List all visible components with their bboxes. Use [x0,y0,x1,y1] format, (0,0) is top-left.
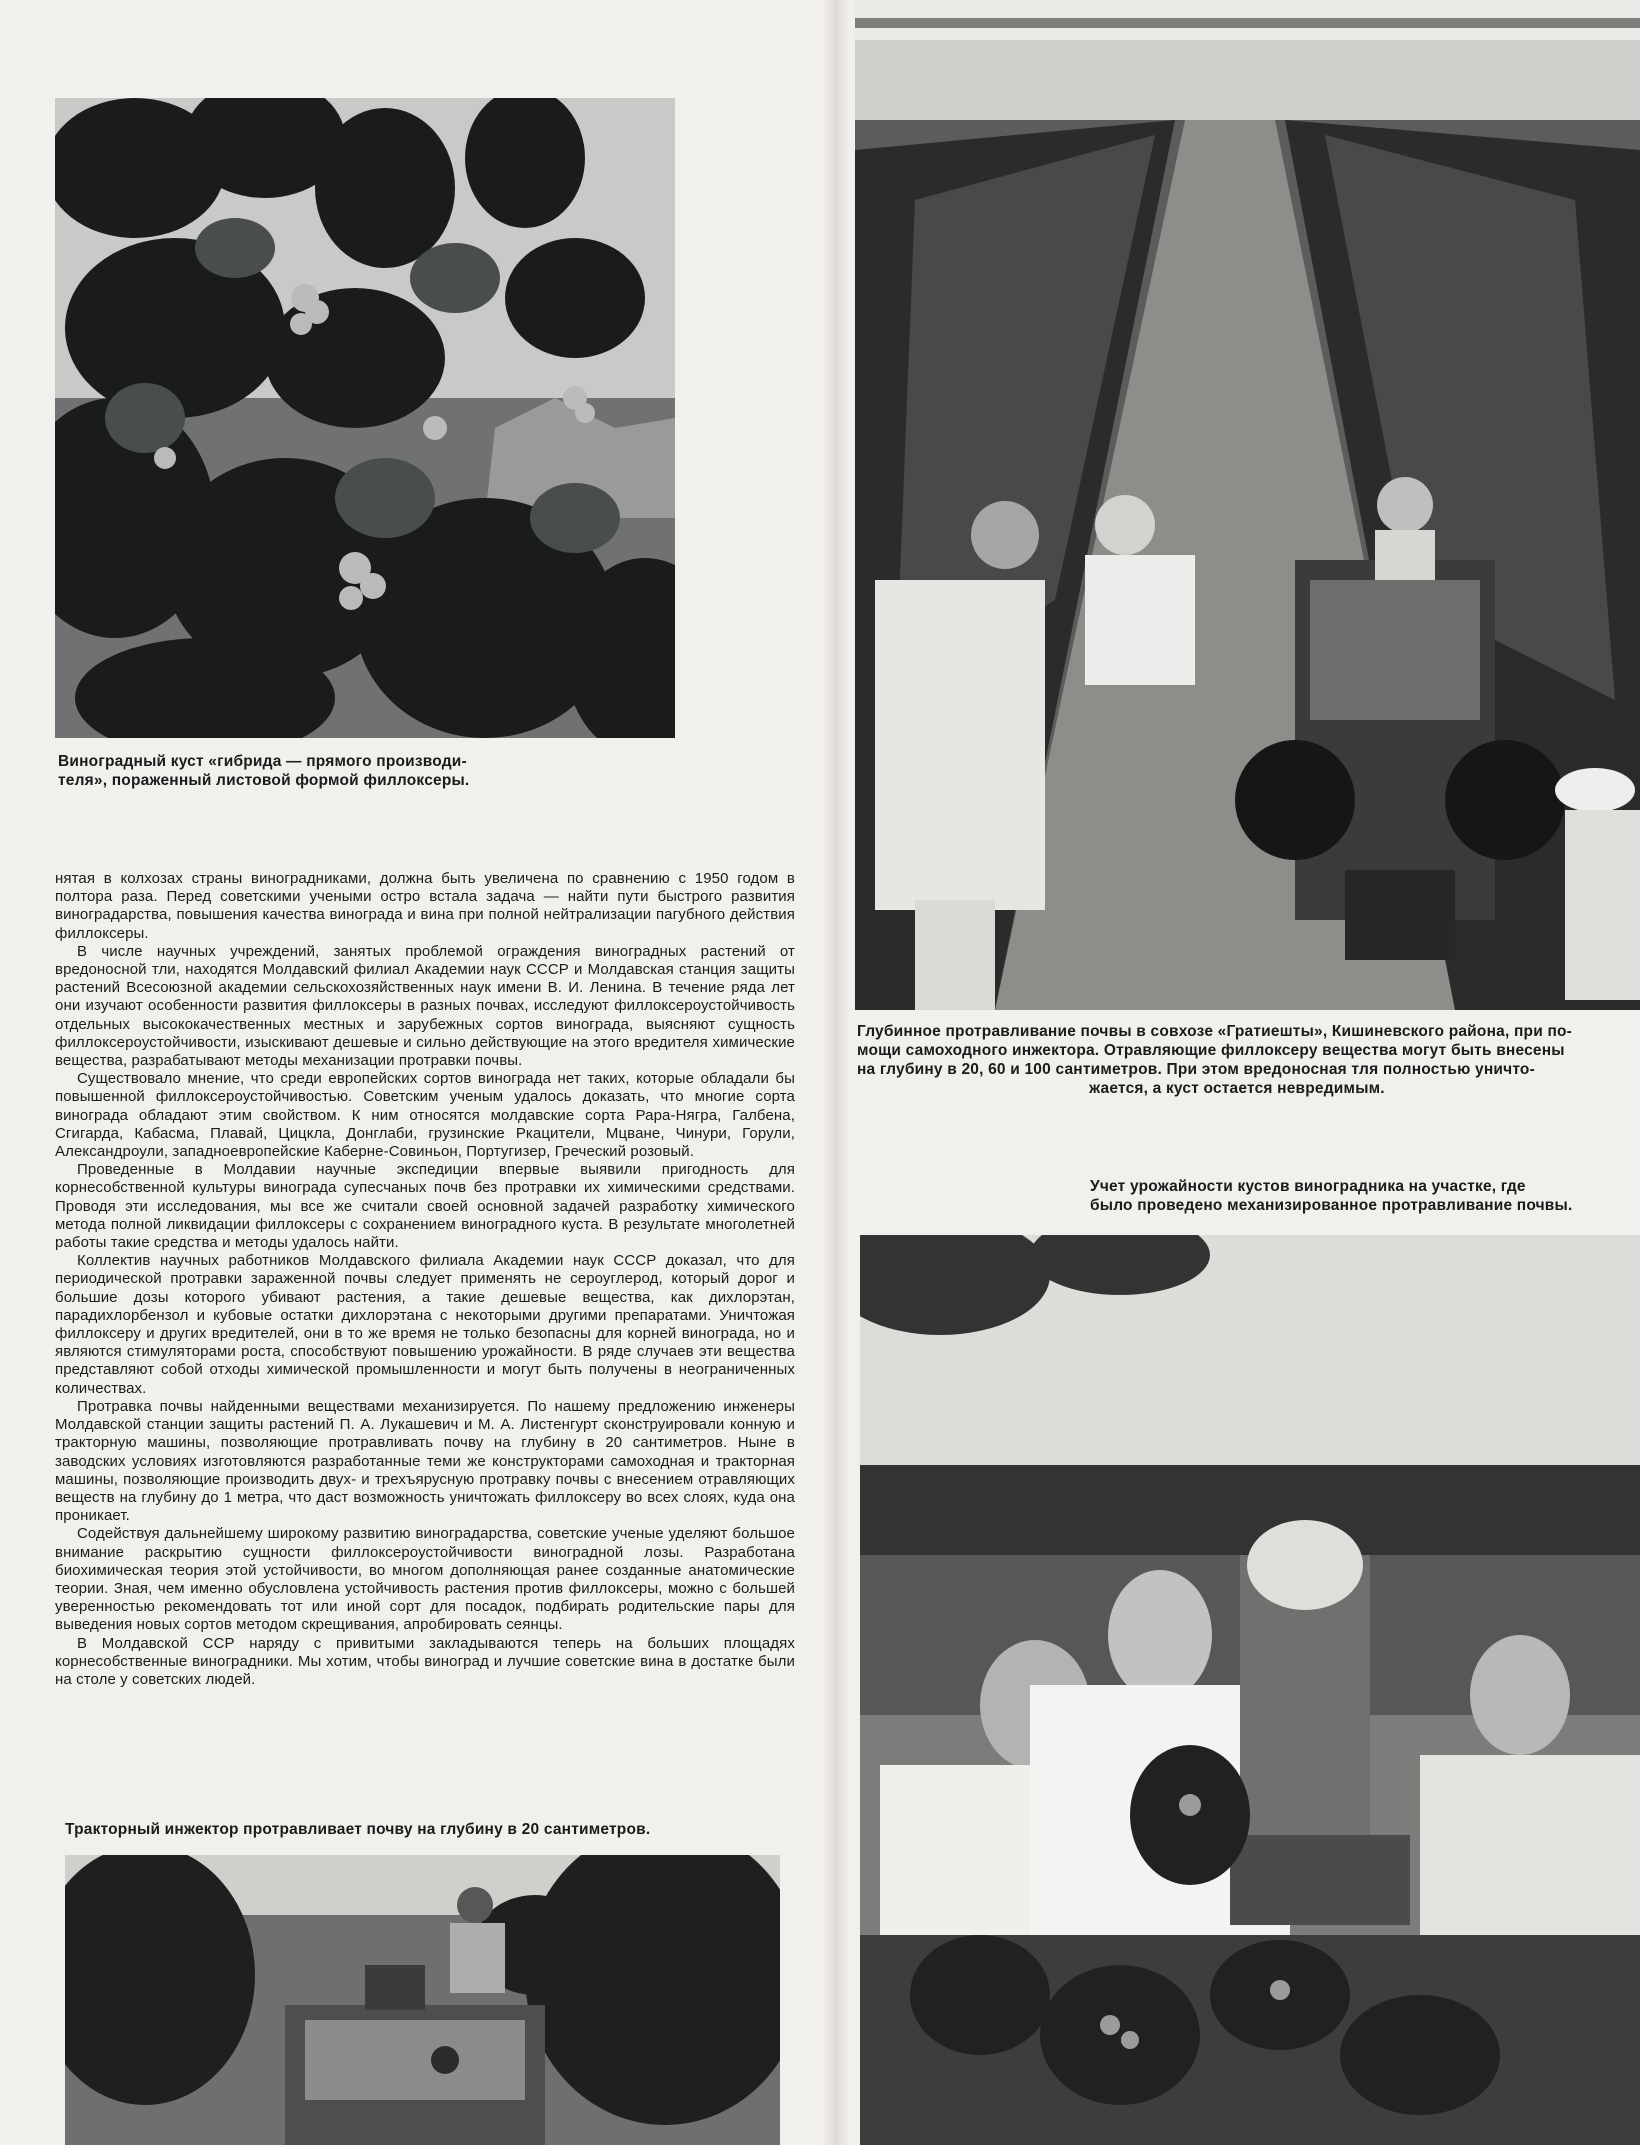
article-paragraph: Проведенные в Молдавии научные экспедиции впервые выявили пригодность для корнесобственной культуры винограда супесчаных почв без протравки их химическими средствами. Проводя эти исследования, мы все же считали своей основной задачей разработку химического метода полной ликвидации филлоксеры с сохранением виноградного куста. В результате многолетней работы такие средства и методы удалось найти. [55,1161,795,1252]
caption-line: было проведено механизированное протравливание почвы. [1090,1197,1573,1214]
article-paragraph: Коллектив научных работников Молдавского филиала Академии наук СССР доказал, что для периодической протравки зараженной почвы следует применять не сероуглерод, который дорог и большие дозы которого убивают растения, а такие дешевые вещества, как дихлорэтан, парадихлорбензол и кубовые остатки дихлорэтана с некоторыми другими препаратами. Уничтожая филлоксеру и других вредителей, они в то же время не только безопасны для корней винограда, но и являются стимуляторами роста, способствуют повышению урожайности. В ряде случаев эти вещества представляют собой отходы химической промышленности и могут быть получены в неограниченных количествах. [55,1252,795,1397]
caption-line: мощи самоходного инжектора. Отравляющие филлоксеру вещества могут быть внесены [857,1042,1565,1059]
tractor-caption [65,1820,805,1839]
article-paragraph: В числе научных учреждений, занятых проблемой ограждения виноградных растений от вредоносной тли, находятся Молдавский филиал Академии наук СССР и Молдавская станция защиты растений Всесоюзной академии сельскохозяйственных наук имени В. И. Ленина. В течение ряда лет они изучают особенности развития филлоксеры в разных почвах, исследуют филлоксероустойчивость отдельных высококачественных местных и зарубежных сортов винограда, выясняют сущность филлоксероустойчивости, изыскивают дешевые и сильно действующие на этого вредителя химические вещества, разрабатывают методы механизации протравки почвы. [55,942,795,1070]
tractor-injector-photo [65,1855,780,2145]
article-paragraph: нятая в колхозах страны виноградниками, должна быть увеличена по сравнению с 1950 годом в полтора раза. Перед советскими учеными остро встала задача — найти пути быстрого развития виноградарства, повышения качества винограда и вина при полной нейтрализации пагубного действия филлоксеры. [55,870,795,942]
injector-vineyard-photo [855,0,1640,1010]
caption-line: Учет урожайности кустов виноградника на участке, где [1090,1178,1526,1195]
article-paragraph: Протравка почвы найденными веществами механизируется. По нашему предложению инженеры Молдавской станции защиты растений П. А. Лукашевич и М. А. Листенгурт сконструировали конную и тракторную машины, позволяющие протравливать почву на глубину в 20 сантиметров. Ныне в заводских условиях изготовляются разработанные теми же конструкторами самоходная и тракторная машины, позволяющие производить двух- и трехъярусную протравку почвы с внесением отравляющих веществ на глубину до 1 метра, что даст возможность уничтожать филлоксеру во всех слоях, куда она проникает. [55,1397,795,1525]
injector-caption [857,1022,1617,1098]
article-paragraph: В Молдавской ССР наряду с привитыми закладываются теперь на больших площадях корнесобственные виноградники. Мы хотим, чтобы виноград и лучшие советские вина в достатке были на столе у советских людей. [55,1634,795,1688]
harvest-caption [1090,1177,1610,1215]
harvest-weighing-photo [860,1235,1640,2145]
vine-bush-photo [55,98,675,738]
article-paragraph: Существовало мнение, что среди европейских сортов винограда нет таких, которые обладали бы повышенной филлоксероустойчивостью. Советским ученым удалось доказать, что многие сорта винограда обладают этим свойством. К ним относятся молдавские сорта Рара-Нягра, Галбена, Сгигарда, Кабасма, Плавай, Цицкла, Донглаби, грузинские Ркацители, Мцване, Чинури, Горули, Александроули, западноевропейские Каберне-Совиньон, Португизер, Греческий розовый. [55,1070,795,1161]
article-paragraph: Содействуя дальнейшему широкому развитию виноградарства, советские ученые уделяют большое внимание раскрытию сущности филлоксероустойчивости виноградной лозы. Разработана биохимическая теория этой устойчивости, во многом дополняющая ранее созданные анатомические теории. Зная, чем именно обусловлена устойчивость растения против филлоксеры, можно с большей уверенностью рекомендовать тот или иной сорт для посадок, подбирать родительские пары для выведения новых сортов методом скрещивания, апробировать сеянцы. [55,1525,795,1634]
caption-line: Тракторный инжектор протравливает почву на глубину в 20 сантиметров. [65,1821,651,1838]
page-gutter [822,0,850,2145]
caption-line: на глубину в 20, 60 и 100 сантиметров. При этом вредоносная тля полностью уничто- [857,1061,1535,1078]
caption-line: жается, а куст остается невредимым. [1089,1080,1385,1097]
caption-line: Глубинное протравливание почвы в совхозе «Гратиешты», Кишиневского района, при по- [857,1023,1573,1040]
vine-bush-caption [58,752,678,790]
caption-line: Виноградный куст «гибрида — прямого производи- [58,753,467,770]
article-body [55,870,795,1689]
caption-line: теля», пораженный листовой формой филлоксеры. [58,772,470,789]
